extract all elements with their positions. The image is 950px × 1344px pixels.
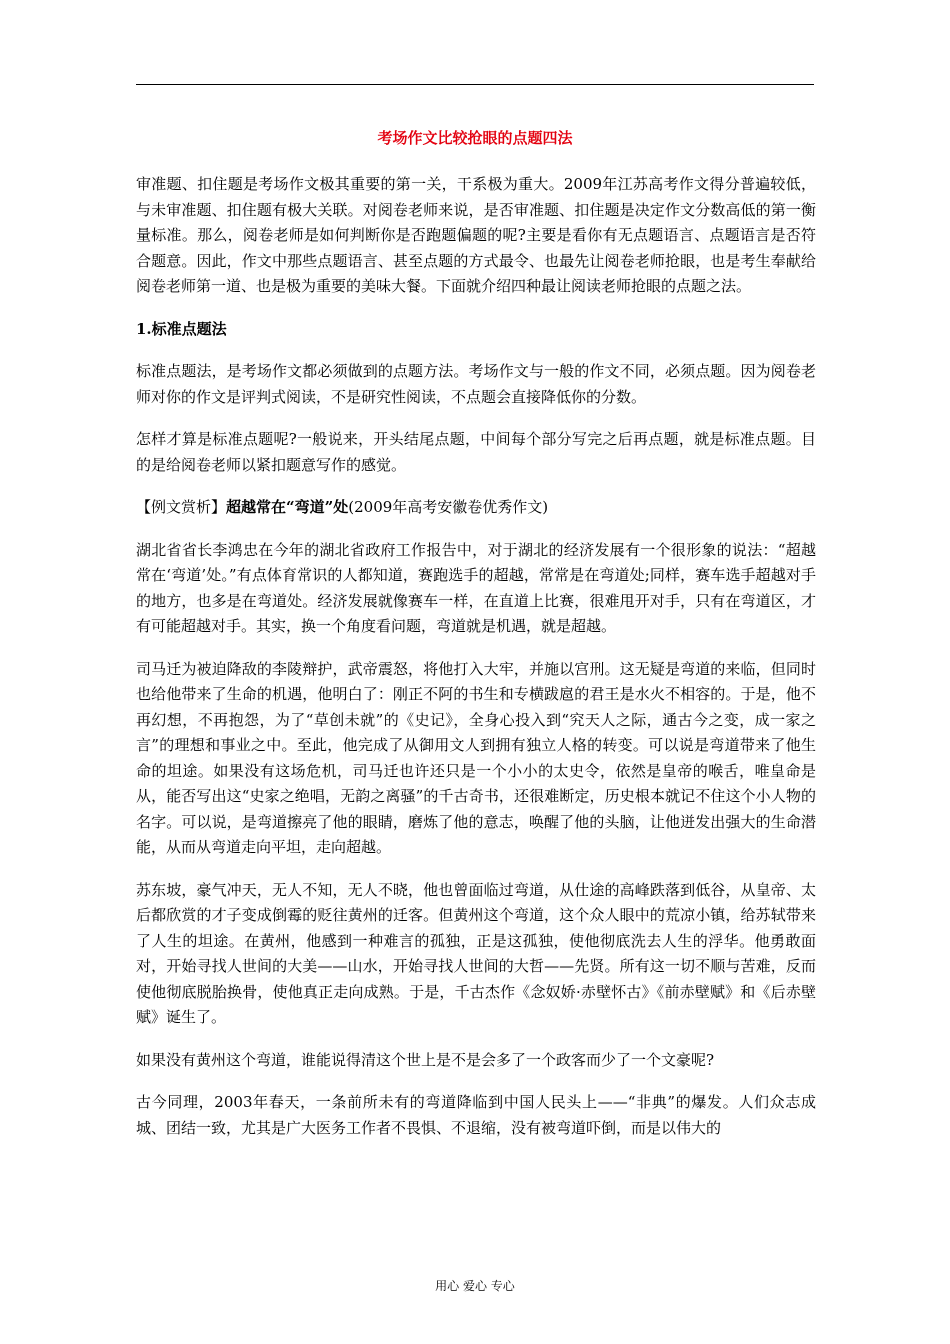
body-paragraph: 如果没有黄州这个弯道，谁能说得清这个世上是不是会多了一个政客而少了一个文豪呢? <box>136 1050 715 1069</box>
example-label: 【例文赏析】 <box>136 498 227 516</box>
document-body <box>136 172 816 1158</box>
example-title: 超越常在“弯道”处 <box>226 498 349 516</box>
body-paragraph: 湖北省省长李鸿忠在今年的湖北省政府工作报告中，对于湖北的经济发展有一个很形象的说法：“超越常在‘弯道’处。”有点体育常识的人都知道，赛跑选手的超越，常常是在弯道处;同样，赛车选手超越对手的地方，也多是在弯道处。经济发展就像赛车一样，在直道上比赛，很难甩开对手，只有在弯道区，才有可能超越对手。其实，换一个角度看问题，弯道就是机遇，就是超越。 <box>136 540 816 635</box>
section-heading: 1.标准点题法 <box>136 319 227 338</box>
body-paragraph: 古今同理，2003年春天，一条前所未有的弯道降临到中国人民头上——“非典”的爆发。人们众志成城、团结一致，尤其是广大医务工作者不畏惧、不退缩，没有被弯道吓倒，而是以伟大的 <box>136 1093 816 1137</box>
example-source: (2009年高考安徽卷优秀作文) <box>348 498 549 516</box>
body-paragraph: 苏东坡，豪气冲天，无人不知，无人不晓，他也曾面临过弯道，从仕途的高峰跌落到低谷，从皇帝、太后都欣赏的才子变成倒霉的贬往黄州的迁客。但黄州这个弯道，这个众人眼中的荒凉小镇，给苏轼带来了人生的坦途。在黄州，他感到一种难言的孤独，正是这孤独，使他彻底洗去人生的浮华。他勇敢面对，开始寻找人世间的大美——山水，开始寻找人世间的大哲——先贤。所有这一切不顺与苦难，反而使他彻底脱胎换骨，使他真正走向成熟。于是，千古杰作《念奴娇·赤壁怀古》《前赤壁赋》和《后赤壁赋》诞生了。 <box>136 880 816 1026</box>
intro-paragraph: 审准题、扣住题是考场作文极其重要的第一关，干系极为重大。2009年江苏高考作文得分普遍较低，与未审准题、扣住题有极大关联。对阅卷老师来说，是否审准题、扣住题是决定作文分数高低的第一衡量标准。那么，阅卷老师是如何判断你是否跑题偏题的呢?主要是看你有无点题语言、点题语言是否符合题意。因此，作文中那些点题语言、甚至点题的方式最令、也最先让阅卷老师抢眼，也是考生奉献给阅卷老师第一道、也是极为重要的美味大餐。下面就介绍四种最让阅读老师抢眼的点题之法。 <box>136 175 816 295</box>
body-paragraph: 标准点题法，是考场作文都必须做到的点题方法。考场作文与一般的作文不同，必须点题。因为阅卷老师对你的作文是评判式阅读，不是研究性阅读，不点题会直接降低你的分数。 <box>136 362 816 406</box>
page-footer: 用心 爱心 专心 <box>435 1279 515 1293</box>
body-paragraph: 司马迁为被迫降敌的李陵辩护，武帝震怒，将他打入大牢，并施以宫刑。这无疑是弯道的来临，但同时也给他带来了生命的机遇，他明白了：刚正不阿的书生和专横跋扈的君王是水火不相容的。于是，他不再幻想，不再抱怨，为了“草创未就”的《史记》，全身心投入到“究天人之际，通古今之变，成一家之言”的理想和事业之中。至此，他完成了从御用文人到拥有独立人格的转变。可以说是弯道带来了他生命的坦途。如果没有这场危机，司马迁也许还只是一个小小的太史令，依然是皇帝的喉舌，唯皇命是从，能否写出这“史家之绝唱，无韵之离骚”的千古奇书，还很难断定，历史根本就记不住这个小人物的名字。可以说，是弯道擦亮了他的眼睛，磨炼了他的意志，唤醒了他的头脑，让他迸发出强大的生命潜能，从而从弯道走向平坦，走向超越。 <box>136 659 816 856</box>
header-rule <box>136 84 814 85</box>
example-heading <box>136 495 816 521</box>
document-title: 考场作文比较抢眼的点题四法 <box>377 129 573 147</box>
body-paragraph: 怎样才算是标准点题呢?一般说来，开头结尾点题，中间每个部分写完之后再点题，就是标准点题。目的是给阅卷老师以紧扣题意写作的感觉。 <box>136 430 816 474</box>
